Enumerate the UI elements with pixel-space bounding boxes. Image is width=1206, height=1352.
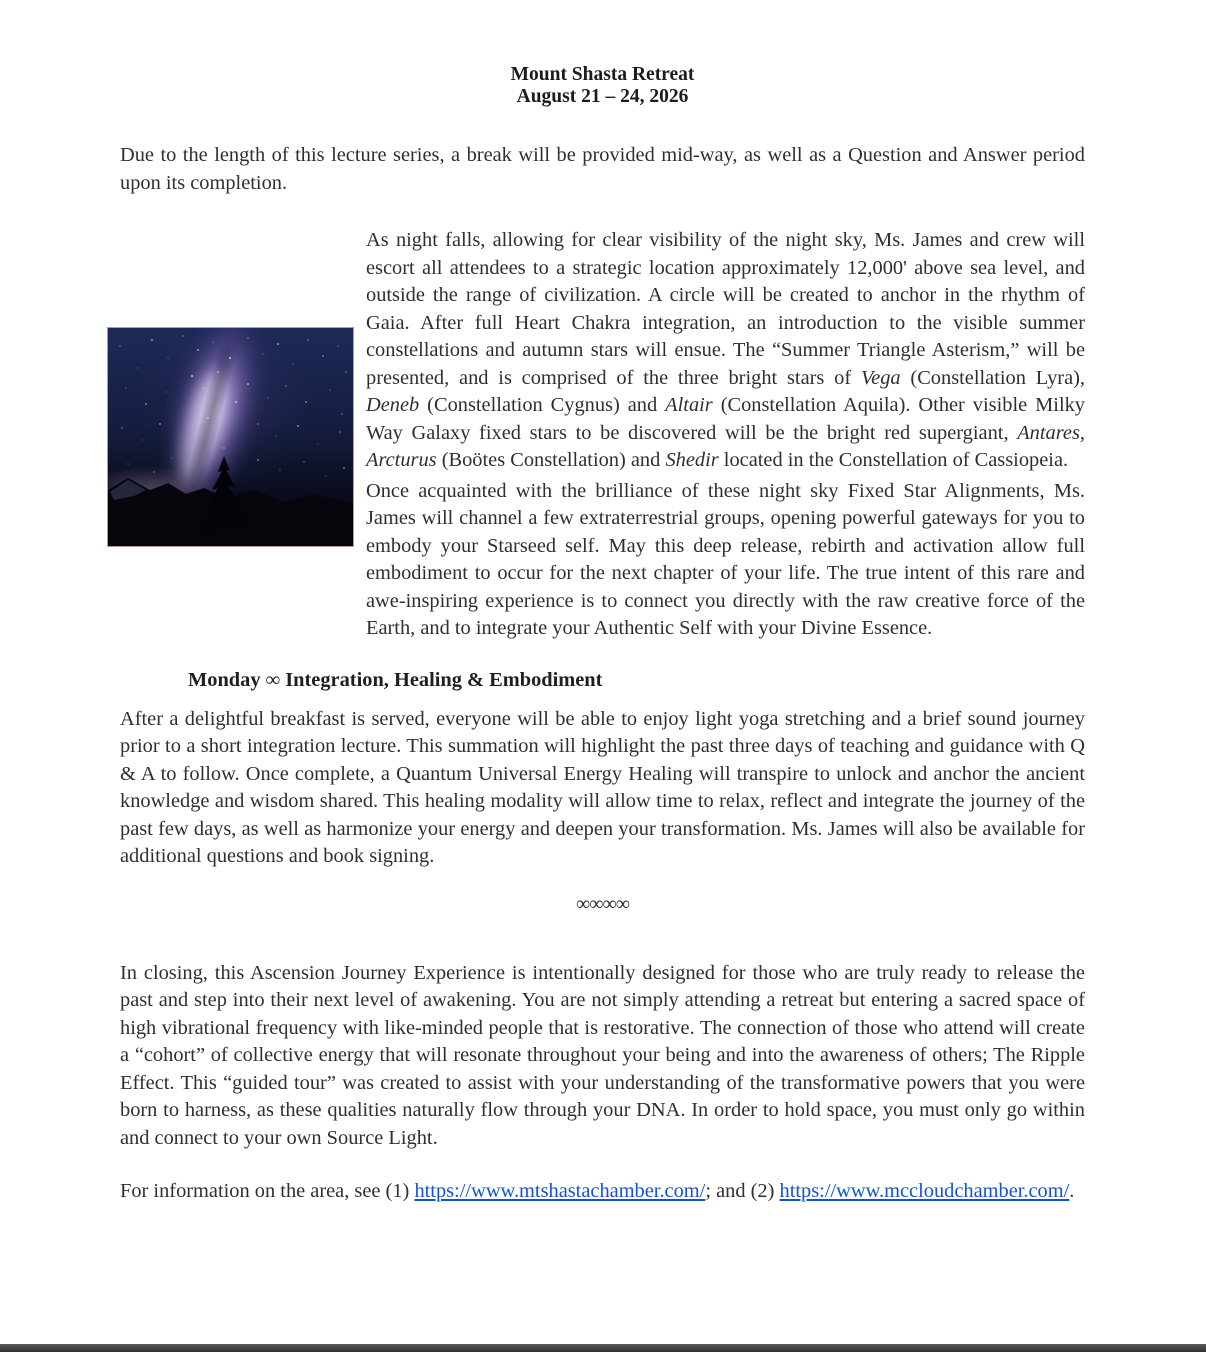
milky-way-photo	[107, 327, 354, 547]
links-text-segment: ; and (2)	[705, 1180, 780, 1202]
night-text-segment: (Constellation Lyra),	[900, 366, 1086, 389]
doc-date-line: August 21 – 24, 2026	[516, 86, 689, 107]
milky-way-photo-graphic	[108, 328, 353, 546]
monday-paragraph: After a delightful breakfast is served, everyone will be able to enjoy light yoga stretching and a brief sound journey prior to a short integration lecture. This summation will highlight the past three days of teaching and guidance with Q & A to follow. Once complete, a Quantum Universal Energy Healing will transpire to unlock and anchor the ancient knowledge and wisdom shared. This healing modality will allow time to relax, reflect and integrate the journey of the past few days, as well as harmonize your energy and deepen your transformation. Ms. James will also be available for additional questions and book signing.	[120, 707, 1085, 867]
star-name-altair: Altair	[665, 394, 713, 416]
star-name-arcturus: Arcturus	[366, 449, 437, 471]
mccloud-chamber-link[interactable]: https://www.mccloudchamber.com/	[779, 1180, 1070, 1202]
night-text-segment: ,	[1079, 421, 1085, 444]
night-paragraph-1	[366, 227, 1085, 475]
star-name-shedir: Shedir	[665, 449, 719, 471]
star-name-antares: Antares	[1017, 421, 1080, 444]
star-name-deneb: Deneb	[366, 394, 420, 416]
monday-heading: Monday ∞ Integration, Healing & Embodiment	[188, 668, 603, 691]
night-text-segment: (Boötes Constellation) and	[436, 449, 666, 471]
star-name-vega: Vega	[860, 366, 901, 389]
links-text-segment: For information on the area, see (1)	[120, 1180, 415, 1202]
mtshasta-chamber-link[interactable]: https://www.mtshastachamber.com/	[414, 1180, 706, 1202]
links-text-segment: .	[1069, 1180, 1075, 1202]
night-text-segment: located in the Constellation of Cassiopeia.	[718, 449, 1069, 471]
night-text-segment: (Constellation Cygnus) and	[419, 394, 666, 416]
night-text-segment: (Constellation Aquila). Other visible Milky Way Galaxy fixed stars to be discovered will be the bright red supergiant,	[366, 394, 1085, 444]
night-text-segment: As night falls, allowing for clear visibility of the night sky, Ms. James and crew will escort all attendees to a strategic location approximately 12,000' above sea level, and outside the range of civilization. A circle will be created to anchor in the rhythm of Gaia. After full Heart Chakra integration, an introduction to the visible summer constellations and autumn stars will ensue. The “Summer Triangle Asterism,” will be presented, and is comprised of the three bright stars of	[366, 229, 1085, 389]
doc-title-line: Mount Shasta Retreat	[510, 64, 695, 85]
intro-paragraph: Due to the length of this lecture series, a break will be provided mid-way, as well as a Question and Answer period upon its completion.	[120, 144, 1085, 194]
night-sky-text-column	[366, 227, 1085, 643]
page-bottom-edge	[0, 1344, 1206, 1352]
night-paragraph-2: Once acquainted with the brilliance of these night sky Fixed Star Alignments, Ms. James will channel a few extraterrestrial groups, opening powerful gateways for you to embody your Starseed self. May this deep release, rebirth and activation allow full embodiment to occur for the next chapter of your life. The true intent of this rare and awe-inspiring experience is to connect you directly with the raw creative force of the Earth, and to integrate your Authentic Self with your Divine Essence.	[366, 479, 1085, 639]
doc-header	[120, 64, 1085, 108]
closing-paragraph: In closing, this Ascension Journey Experience is intentionally designed for those who are truly ready to release the past and step into their next level of awakening. You are not simply attending a retreat but entering a sacred space of high vibrational frequency with like-minded people that is restorative. The connection of those who attend will create a “cohort” of collective energy that will resonate throughout your being and into the awareness of others; The Ripple Effect. This “guided tour” was created to assist with your understanding of the transformative powers that you were born to harness, as these qualities naturally flow through your DNA. In order to hold space, you must only go within and connect to your own Source Light.	[120, 961, 1085, 1149]
infinity-divider: ∞∞∞∞	[575, 892, 630, 915]
night-sky-section	[120, 227, 1085, 643]
links-paragraph	[120, 1178, 1085, 1206]
